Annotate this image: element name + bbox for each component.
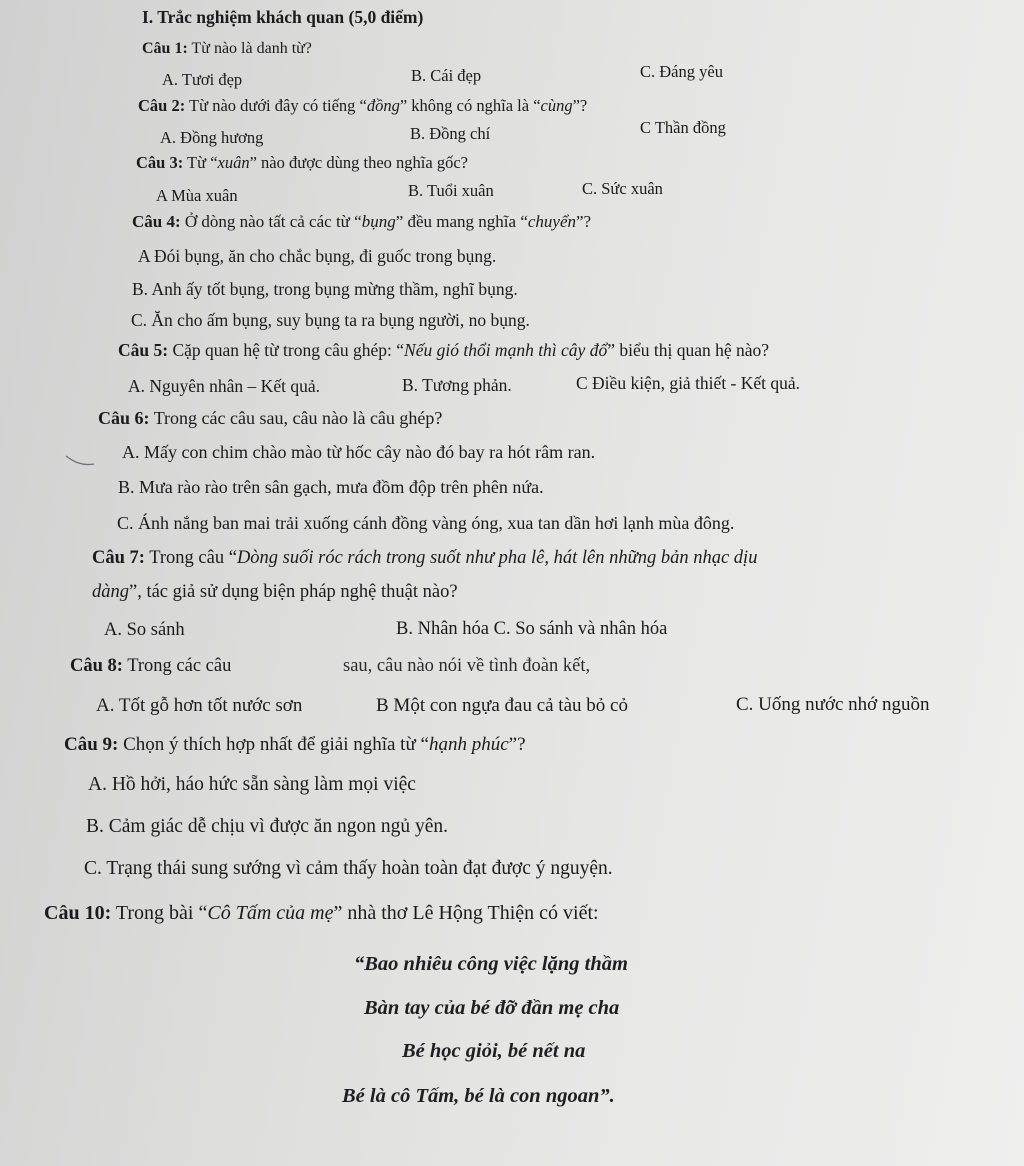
question-7-text-4: ”, tác giả sử dụng biện pháp nghệ thuật nào? xyxy=(129,582,458,602)
question-7-line-2 xyxy=(92,583,458,602)
q4-option-b: B. Anh ấy tốt bụng, trong bụng mừng thầm, nghĩ bụng. xyxy=(132,279,518,299)
question-3-text-1: Từ “ xyxy=(183,153,218,172)
question-2-label: Câu 2: xyxy=(138,96,186,115)
question-10-text-2: Cô Tấm của mẹ xyxy=(207,902,334,924)
question-3 xyxy=(136,155,468,172)
question-4-text-2: bụng xyxy=(361,212,396,231)
q6-option-a: A. Mấy con chim chào mào từ hốc cây nào đó bay ra hót râm ran. xyxy=(122,442,596,462)
question-3-text-3: ” nào được dùng theo nghĩa gốc? xyxy=(249,153,468,172)
poem-line-4: Bé là cô Tấm, bé là con ngoan”. xyxy=(342,1085,615,1107)
question-8-text-a: Trong các câu xyxy=(122,656,232,676)
question-6 xyxy=(98,409,442,427)
question-1-text: Từ nào là danh từ? xyxy=(187,40,312,57)
question-7-text-2: Dòng suối róc rách trong suốt như pha lê, hát lên những bản nhạc dịu xyxy=(236,548,758,568)
question-7-text-1: Trong câu “ xyxy=(144,548,237,568)
q1-option-b: B. Cái đẹp xyxy=(411,66,482,85)
q6-option-c: C. Ánh nắng ban mai trải xuống cánh đồng vàng óng, xua tan dần hơi lạnh mùa đông. xyxy=(117,513,735,533)
poem-line-1: “Bao nhiêu công việc lặng thầm xyxy=(354,953,628,975)
q1-option-a: A. Tươi đẹp xyxy=(162,70,243,89)
q3-option-c: C. Sức xuân xyxy=(582,179,663,198)
question-10-label: Câu 10: xyxy=(44,902,112,924)
question-9 xyxy=(64,735,526,754)
q4-option-a: A Đói bụng, ăn cho chắc bụng, đi guốc trong bụng. xyxy=(138,246,497,266)
q9-option-a: A. Hồ hởi, háo hức sẵn sàng làm mọi việc xyxy=(88,774,416,795)
question-4-text-4: chuyển xyxy=(527,212,577,231)
question-6-label: Câu 6: xyxy=(98,408,150,428)
question-10 xyxy=(44,903,599,923)
question-5-text-1: Cặp quan hệ từ trong câu ghép: “ xyxy=(168,340,405,360)
q5-option-a: A. Nguyên nhân – Kết quả. xyxy=(128,376,320,396)
question-5-text-2: Nếu gió thổi mạnh thì cây đổ xyxy=(404,340,608,360)
question-4-text-3: ” đều mang nghĩa “ xyxy=(395,212,528,231)
q7-option-b: B. Nhân hóa C. So sánh và nhân hóa xyxy=(396,619,668,639)
question-1 xyxy=(142,41,312,57)
question-8-label: Câu 8: xyxy=(70,656,123,676)
question-7 xyxy=(92,549,757,568)
question-2-text-2: đồng xyxy=(366,96,400,115)
question-5 xyxy=(118,342,769,360)
q7-option-a: A. So sánh xyxy=(104,620,185,640)
q4-option-c: C. Ăn cho ấm bụng, suy bụng ta ra bụng người, no bụng. xyxy=(131,310,530,330)
section-title: I. Trắc nghiệm khách quan (5,0 điểm) xyxy=(142,7,424,27)
q8-option-b: B Một con ngựa đau cả tàu bỏ cỏ xyxy=(376,695,628,716)
poem-line-2: Bàn tay của bé đỡ đần mẹ cha xyxy=(364,997,620,1019)
q8-option-c: C. Uống nước nhớ nguồn xyxy=(736,694,930,715)
q3-option-a: A Mùa xuân xyxy=(156,186,238,205)
question-2-text-5: ”? xyxy=(572,96,588,115)
question-9-label: Câu 9: xyxy=(64,734,119,755)
question-3-text-2: xuân xyxy=(217,153,250,172)
question-4-label: Câu 4: xyxy=(132,212,181,231)
q9-option-c: C. Trạng thái sung sướng vì cảm thấy hoàn toàn đạt được ý nguyện. xyxy=(84,858,613,879)
question-8 xyxy=(70,657,231,676)
q6-option-b: B. Mưa rào rào trên sân gạch, mưa đồm độp trên phên nứa. xyxy=(118,477,544,497)
question-4-text-1: Ở dòng nào tất cả các từ “ xyxy=(180,212,362,231)
q9-option-b: B. Cảm giác dễ chịu vì được ăn ngon ngủ yên. xyxy=(86,816,449,837)
question-4-text-5: ”? xyxy=(576,212,592,231)
q8-option-a: A. Tốt gỗ hơn tốt nước sơn xyxy=(96,695,303,716)
question-7-label: Câu 7: xyxy=(92,548,145,568)
question-2-text-1: Từ nào dưới đây có tiếng “ xyxy=(185,96,367,115)
question-4 xyxy=(132,213,591,230)
q5-option-c: C Điều kiện, giả thiết - Kết quả. xyxy=(576,373,801,393)
question-3-label: Câu 3: xyxy=(136,153,184,172)
question-9-text-2: hạnh phúc xyxy=(428,734,509,755)
q2-option-a: A. Đồng hương xyxy=(160,128,264,147)
q5-option-b: B. Tương phản. xyxy=(402,375,512,395)
q3-option-b: B. Tuổi xuân xyxy=(408,181,494,200)
q2-option-c: C Thần đồng xyxy=(640,118,726,137)
question-10-text-3: ” nhà thơ Lê Hộng Thiện có viết: xyxy=(333,902,599,924)
question-9-text-1: Chọn ý thích hợp nhất để giải nghĩa từ “ xyxy=(118,734,429,755)
question-2 xyxy=(138,98,587,115)
question-10-text-1: Trong bài “ xyxy=(111,902,208,924)
question-7-text-3: dàng xyxy=(92,582,129,602)
question-2-text-3: ” không có nghĩa là “ xyxy=(399,96,541,115)
question-9-text-3: ”? xyxy=(508,734,526,755)
poem-line-3: Bé học giỏi, bé nết na xyxy=(402,1040,586,1062)
q1-option-c: C. Đáng yêu xyxy=(640,62,723,81)
question-5-label: Câu 5: xyxy=(118,340,169,360)
question-1-label: Câu 1: xyxy=(142,40,188,57)
question-5-text-3: ” biểu thị quan hệ nào? xyxy=(607,340,770,360)
question-2-text-4: cùng xyxy=(540,96,573,115)
q2-option-b: B. Đồng chí xyxy=(410,124,491,143)
question-6-text: Trong các câu sau, câu nào là câu ghép? xyxy=(149,408,443,428)
pen-mark xyxy=(64,452,104,475)
question-8-text-b: sau, câu nào nói về tình đoàn kết, xyxy=(343,656,591,676)
